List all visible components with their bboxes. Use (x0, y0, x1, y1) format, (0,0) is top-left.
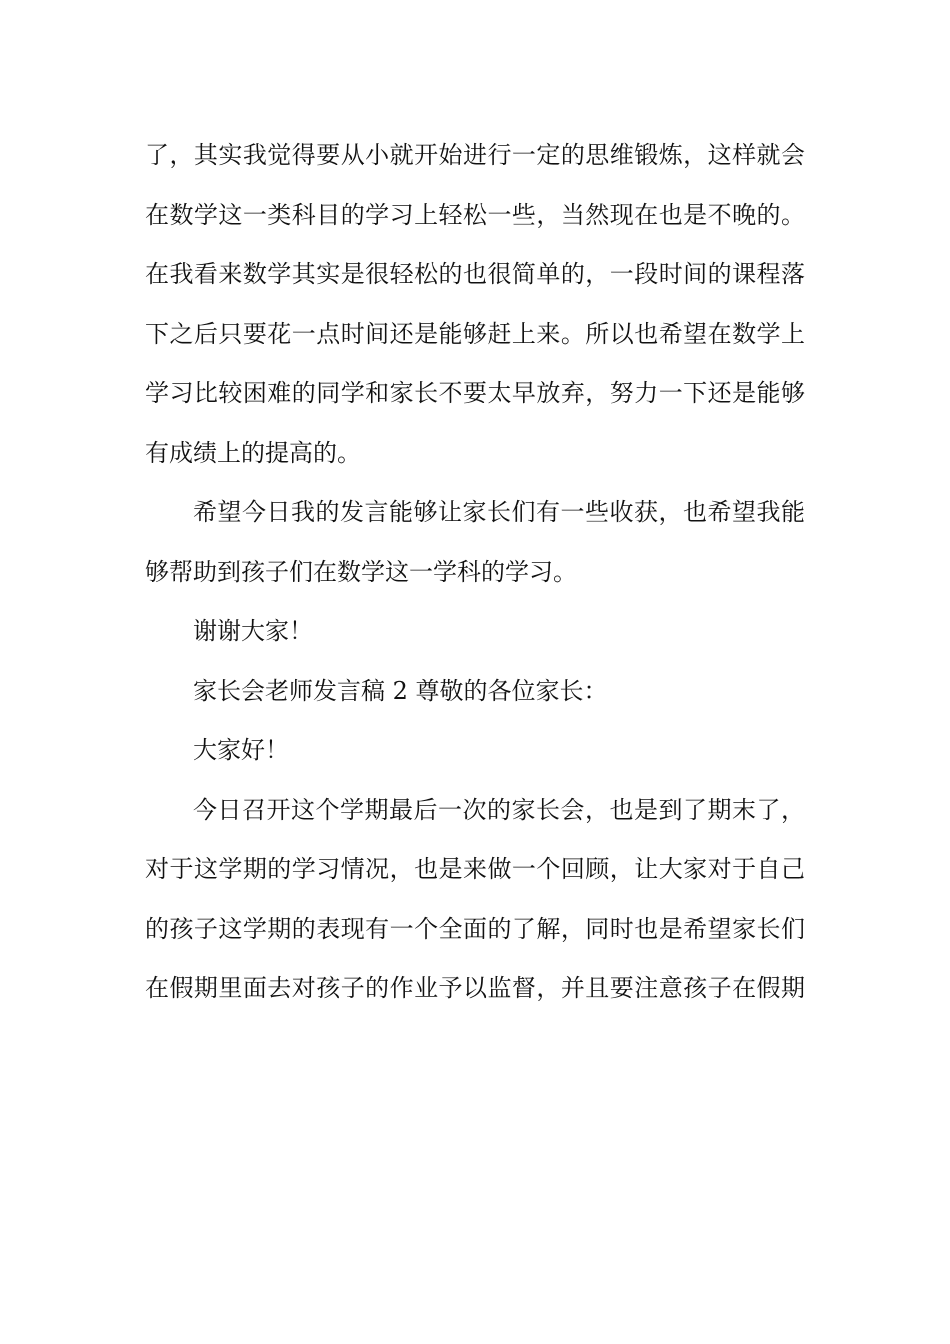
text-line: 在数学这一类科目的学习上轻松一些，当然现在也是不晚的。 (145, 200, 805, 229)
document-body (145, 126, 805, 1019)
text-line: 谢谢大家！ (193, 617, 313, 645)
text-line: 的孩子这学期的表现有一个全面的了解，同时也是希望家长们 (145, 914, 805, 943)
text-line: 有成绩上的提高的。 (145, 438, 361, 467)
text-line: 家长会老师发言稿 2 尊敬的各位家长： (193, 676, 608, 705)
text-line: 在我看来数学其实是很轻松的也很简单的，一段时间的课程落 (145, 260, 805, 288)
text-line: 希望今日我的发言能够让家长们有一些收获，也希望我能 (193, 498, 805, 526)
text-line: 今日召开这个学期最后一次的家长会，也是到了期末了， (193, 795, 805, 824)
text-line: 对于这学期的学习情况，也是来做一个回顾，让大家对于自己 (145, 855, 805, 883)
text-line: 下之后只要花一点时间还是能够赶上来。所以也希望在数学上 (145, 319, 805, 348)
text-line: 了，其实我觉得要从小就开始进行一定的思维锻炼，这样就会 (145, 141, 805, 169)
text-line: 在假期里面去对孩子的作业予以监督，并且要注意孩子在假期 (145, 974, 805, 1002)
text-line: 大家好！ (193, 736, 289, 764)
text-line: 够帮助到孩子们在数学这一学科的学习。 (145, 557, 577, 586)
text-line: 学习比较困难的同学和家长不要太早放弃，努力一下还是能够 (145, 379, 805, 407)
